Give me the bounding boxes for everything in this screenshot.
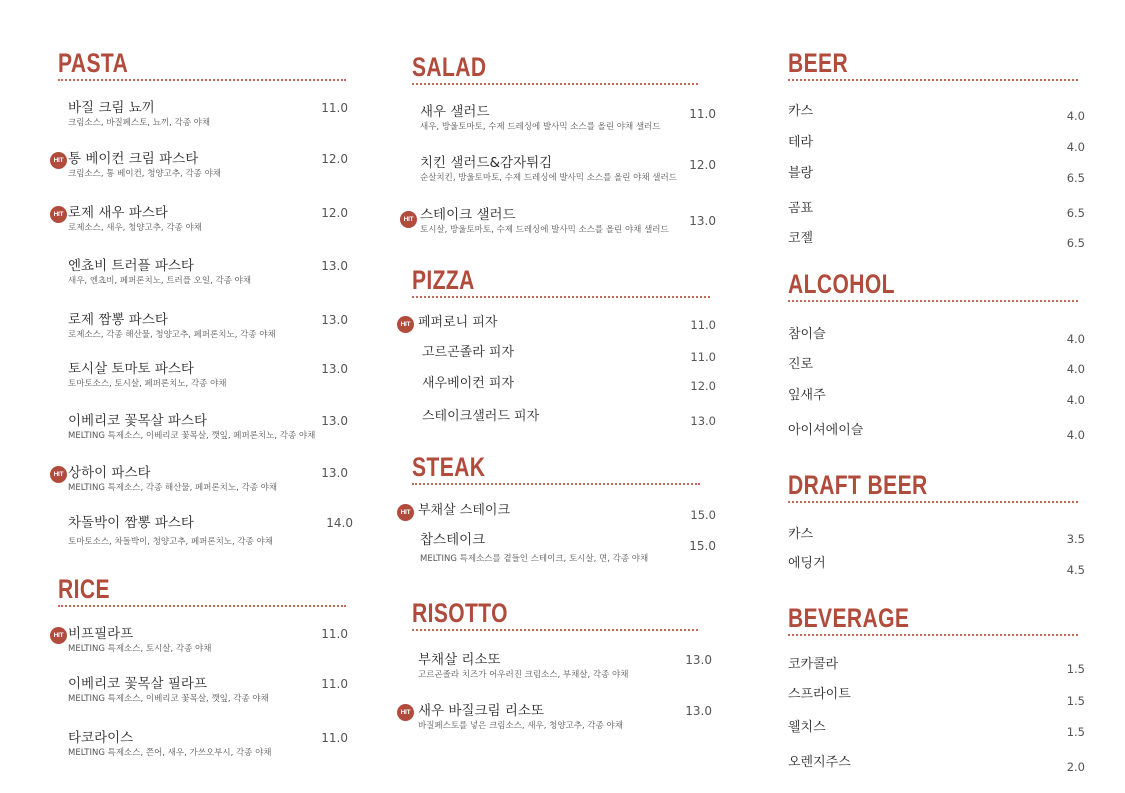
- item-description: 로제소스, 각종 해산물, 청양고추, 페퍼론치노, 각종 야채: [68, 330, 276, 340]
- item-name: 에딩거: [788, 556, 826, 571]
- hit-badge-icon: HIT: [50, 466, 67, 483]
- item-description: 새우, 엔쵸비, 페퍼론치노, 트러플 오일, 각종 야채: [68, 276, 252, 286]
- item-price: 6.5: [1066, 206, 1085, 220]
- item-name: 부채살 리소또: [418, 652, 501, 668]
- item-name: 새우베이컨 피자: [422, 376, 515, 391]
- hit-badge-icon: HIT: [397, 704, 414, 721]
- item-name: 테라: [788, 135, 814, 150]
- item-description: 크림소스, 통 베이컨, 청양고추, 각종 야채: [68, 169, 221, 179]
- item-price: 11.0: [321, 731, 348, 745]
- item-name: 곰표: [788, 201, 814, 216]
- item-price: 13.0: [685, 704, 712, 718]
- item-name: 새우 샐러드: [420, 104, 490, 120]
- item-price: 13.0: [321, 259, 348, 273]
- section-title-draft-beer: DRAFT BEER: [788, 470, 928, 500]
- item-name: 아이셔에이슬: [788, 423, 864, 438]
- item-name: 비프필라프: [68, 626, 134, 642]
- item-name: 타코라이스: [68, 730, 134, 746]
- item-name: 바질 크림 뇨끼: [68, 100, 155, 116]
- item-price: 13.0: [321, 362, 348, 376]
- item-name: 스테이크샐러드 피자: [422, 409, 540, 424]
- item-price: 12.0: [321, 152, 348, 166]
- item-price: 2.0: [1066, 760, 1085, 774]
- item-name: 진로: [788, 357, 814, 372]
- item-price: 1.5: [1066, 662, 1085, 676]
- item-price: 13.0: [321, 313, 348, 327]
- section-divider: [788, 79, 1078, 81]
- item-description: MELTING 특제소스, 각종 해산물, 페퍼론치노, 각종 야채: [68, 483, 278, 493]
- section-title-rice: RICE: [58, 574, 110, 604]
- item-price: 1.5: [1066, 694, 1085, 708]
- section-divider: [412, 83, 698, 85]
- item-name: 오렌지주스: [788, 755, 851, 770]
- section-divider: [412, 483, 700, 485]
- item-price: 4.0: [1066, 362, 1085, 376]
- item-price: 6.5: [1066, 171, 1085, 185]
- section-divider: [58, 79, 346, 81]
- item-price: 12.0: [321, 206, 348, 220]
- item-name: 스프라이트: [788, 687, 851, 702]
- item-name: 카스: [788, 527, 814, 542]
- item-name: 페퍼로니 피자: [418, 315, 498, 330]
- section-divider: [788, 634, 1078, 636]
- item-description: MELTING 특제소스, 이베리코 꽃목살, 깻잎, 각종 야채: [68, 694, 269, 704]
- item-price: 4.5: [1066, 563, 1085, 577]
- item-name: 토시살 토마토 파스타: [68, 361, 194, 377]
- hit-badge-icon: HIT: [50, 206, 67, 223]
- item-price: 11.0: [690, 318, 716, 332]
- item-name: 새우 바질크림 리소또: [418, 703, 544, 719]
- section-divider: [412, 629, 698, 631]
- hit-badge-icon: HIT: [397, 504, 414, 521]
- item-name: 부채살 스테이크: [418, 503, 511, 518]
- section-divider: [58, 605, 346, 607]
- item-name: 차돌박이 짬뽕 파스타: [68, 515, 194, 531]
- item-price: 12.0: [689, 158, 716, 172]
- item-name: 카스: [788, 104, 814, 119]
- item-description: MELTING 특제소스, 이베리코 꽃목살, 깻잎, 페퍼론치노, 각종 야채: [68, 431, 316, 441]
- item-name: 스테이크 샐러드: [420, 207, 516, 223]
- section-title-risotto: RISOTTO: [412, 598, 508, 628]
- item-price: 11.0: [321, 677, 348, 691]
- item-description: 토마토소스, 차돌박이, 청양고추, 페퍼론치노, 각종 야채: [68, 537, 273, 547]
- item-name: 고르곤졸라 피자: [422, 345, 515, 360]
- item-price: 15.0: [689, 539, 716, 553]
- section-title-pasta: PASTA: [58, 48, 129, 78]
- item-name: 잎새주: [788, 388, 826, 403]
- hit-badge-icon: HIT: [400, 211, 417, 228]
- item-price: 11.0: [321, 101, 348, 115]
- section-divider: [788, 501, 1078, 503]
- item-name: 코젤: [788, 231, 814, 246]
- item-name: 로제 짬뽕 파스타: [68, 312, 168, 328]
- section-divider: [788, 300, 1078, 302]
- item-price: 12.0: [690, 379, 716, 393]
- item-name: 이베리코 꽃목살 파스타: [68, 413, 207, 429]
- item-price: 6.5: [1066, 236, 1085, 250]
- item-name: 치킨 샐러드&감자튀김: [420, 155, 553, 171]
- section-divider: [412, 296, 710, 298]
- item-name: 웰치스: [788, 720, 826, 735]
- item-price: 11.0: [689, 107, 716, 121]
- item-price: 4.0: [1066, 393, 1085, 407]
- item-price: 13.0: [321, 414, 348, 428]
- item-name: 찹스테이크: [420, 532, 486, 548]
- section-title-beer: BEER: [788, 48, 849, 78]
- item-name: 블랑: [788, 166, 814, 181]
- item-price: 15.0: [690, 508, 716, 522]
- hit-badge-icon: HIT: [397, 316, 414, 333]
- item-price: 4.0: [1066, 140, 1085, 154]
- hit-badge-icon: HIT: [50, 152, 67, 169]
- item-price: 11.0: [321, 627, 348, 641]
- item-description: 새우, 방울토마토, 수제 드레싱에 발사믹 소스를 올린 야채 샐러드: [420, 122, 661, 132]
- item-description: MELTING 특제소스, 토시살, 각종 야채: [68, 644, 212, 654]
- item-price: 13.0: [685, 653, 712, 667]
- item-price: 4.0: [1066, 332, 1085, 346]
- item-price: 1.5: [1066, 725, 1085, 739]
- item-price: 13.0: [689, 214, 716, 228]
- item-price: 14.0: [326, 516, 353, 530]
- item-description: 로제소스, 새우, 청양고추, 각종 야채: [68, 223, 202, 233]
- item-name: 상하이 파스타: [68, 465, 151, 481]
- item-description: 토마토소스, 토시살, 페퍼론치노, 각종 야채: [68, 379, 227, 389]
- item-description: 순살치킨, 방울토마토, 수제 드레싱에 발사믹 소스를 올린 야채 샐러드: [420, 173, 677, 183]
- item-description: MELTING 특제소스, 쯘어, 새우, 가쓰오부시, 각종 야채: [68, 748, 272, 758]
- item-name: 참이슬: [788, 327, 826, 342]
- item-name: 엔쵸비 트러플 파스타: [68, 258, 194, 274]
- item-description: 바질페스토를 넣은 크림소스, 새우, 청양고추, 각종 야채: [418, 721, 623, 731]
- item-name: 코카콜라: [788, 657, 839, 672]
- item-price: 4.0: [1066, 109, 1085, 123]
- section-title-salad: SALAD: [412, 52, 487, 82]
- section-title-alcohol: ALCOHOL: [788, 269, 895, 299]
- item-description: 고르곤졸라 치즈가 어우러진 크림소스, 부채살, 각종 야채: [418, 670, 629, 680]
- item-name: 이베리코 꽃목살 필라프: [68, 676, 207, 692]
- section-title-steak: STEAK: [412, 452, 486, 482]
- section-title-beverage: BEVERAGE: [788, 603, 910, 633]
- hit-badge-icon: HIT: [50, 627, 67, 644]
- section-title-pizza: PIZZA: [412, 265, 475, 295]
- item-price: 3.5: [1066, 532, 1085, 546]
- item-description: MELTING 특제소스를 곁들인 스테이크, 토시살, 면, 각종 야채: [420, 554, 649, 564]
- item-price: 4.0: [1066, 428, 1085, 442]
- item-price: 13.0: [690, 414, 716, 428]
- item-price: 13.0: [321, 466, 348, 480]
- item-name: 통 베이컨 크림 파스타: [68, 151, 199, 167]
- item-price: 11.0: [690, 350, 716, 364]
- item-description: 크림소스, 바질페스토, 뇨끼, 각종 야채: [68, 118, 211, 128]
- item-name: 로제 새우 파스타: [68, 205, 168, 221]
- item-description: 토시살, 방울토마토, 수제 드레싱에 발사믹 소스를 올린 야채 샐러드: [420, 225, 669, 235]
